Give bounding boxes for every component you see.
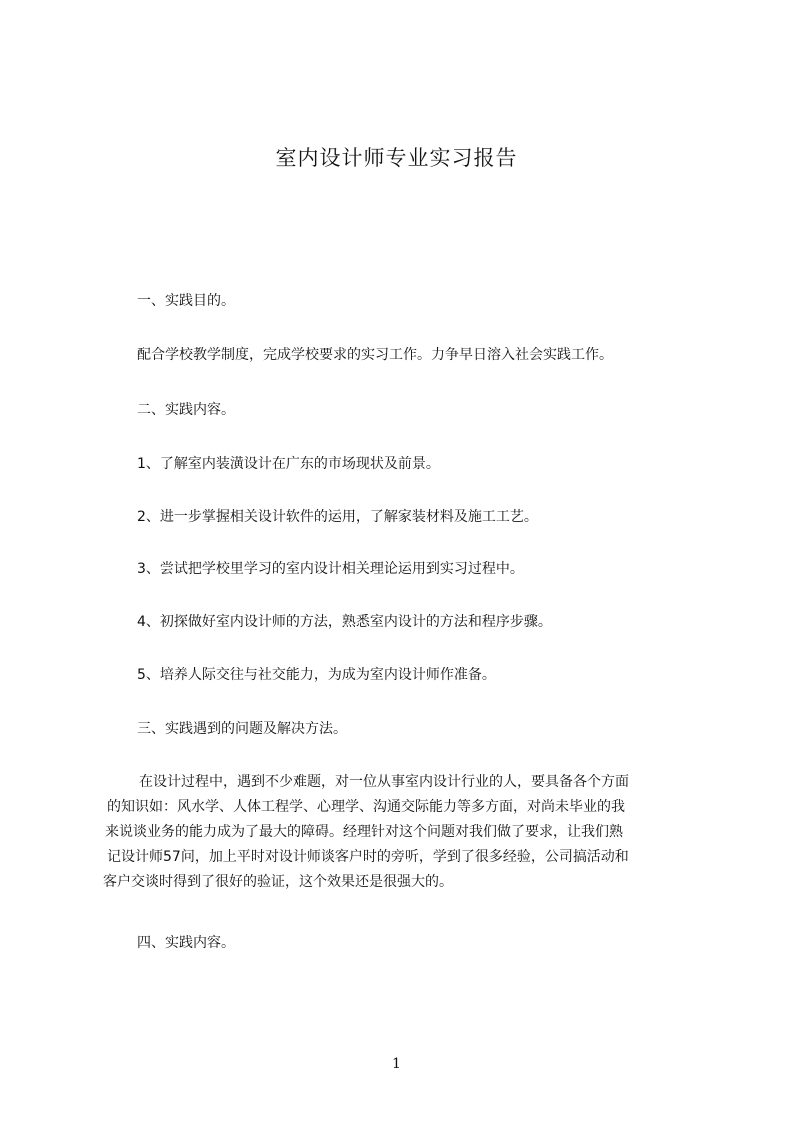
page-number: 1 <box>392 1056 401 1072</box>
purpose-text: 配合学校教学制度，完成学校要求的实习工作。力争早日溶入社会实践工作。 <box>137 347 613 363</box>
content-item-5: 5、培养人际交往与社交能力，为成为室内设计师作准备。 <box>137 667 496 683</box>
content-item-3: 3、尝试把学校里学习的室内设计相关理论运用到实习过程中。 <box>137 561 524 577</box>
paragraph-line: 客户交谈时得到了很好的验证，这个效果还是很强大的。 <box>103 874 453 890</box>
content-item-1: 1、了解室内装潢设计在广东的市场现状及前景。 <box>137 456 440 472</box>
content-item-2: 2、进一步掌握相关设计软件的运用，了解家装材料及施工工艺。 <box>137 509 538 525</box>
section-heading-content: 二、实践内容。 <box>137 402 235 418</box>
paragraph-line: 来说谈业务的能力成为了最大的障碍。经理针对这个问题对我们做了要求，让我们熟 <box>105 824 623 840</box>
paragraph-line: 的知识如：风水学、人体工程学、心理学、沟通交际能力等多方面，对尚未毕业的我 <box>107 799 625 815</box>
paragraph-line: 记设计师57问，加上平时对设计师谈客户时的旁听，学到了很多经验，公司搞活动和 <box>107 849 629 865</box>
section-heading-purpose: 一、实践目的。 <box>137 293 235 309</box>
section-heading-content-2: 四、实践内容。 <box>137 935 235 951</box>
content-item-4: 4、初探做好室内设计师的方法，熟悉室内设计的方法和程序步骤。 <box>137 614 552 630</box>
problems-paragraph <box>95 770 698 895</box>
document-title: 室内设计师专业实习报告 <box>275 146 518 170</box>
section-heading-problems: 三、实践遇到的问题及解决方法。 <box>137 721 347 737</box>
paragraph-line: 在设计过程中，遇到不少难题，对一位从事室内设计行业的人，要具备各个方面 <box>139 774 629 790</box>
